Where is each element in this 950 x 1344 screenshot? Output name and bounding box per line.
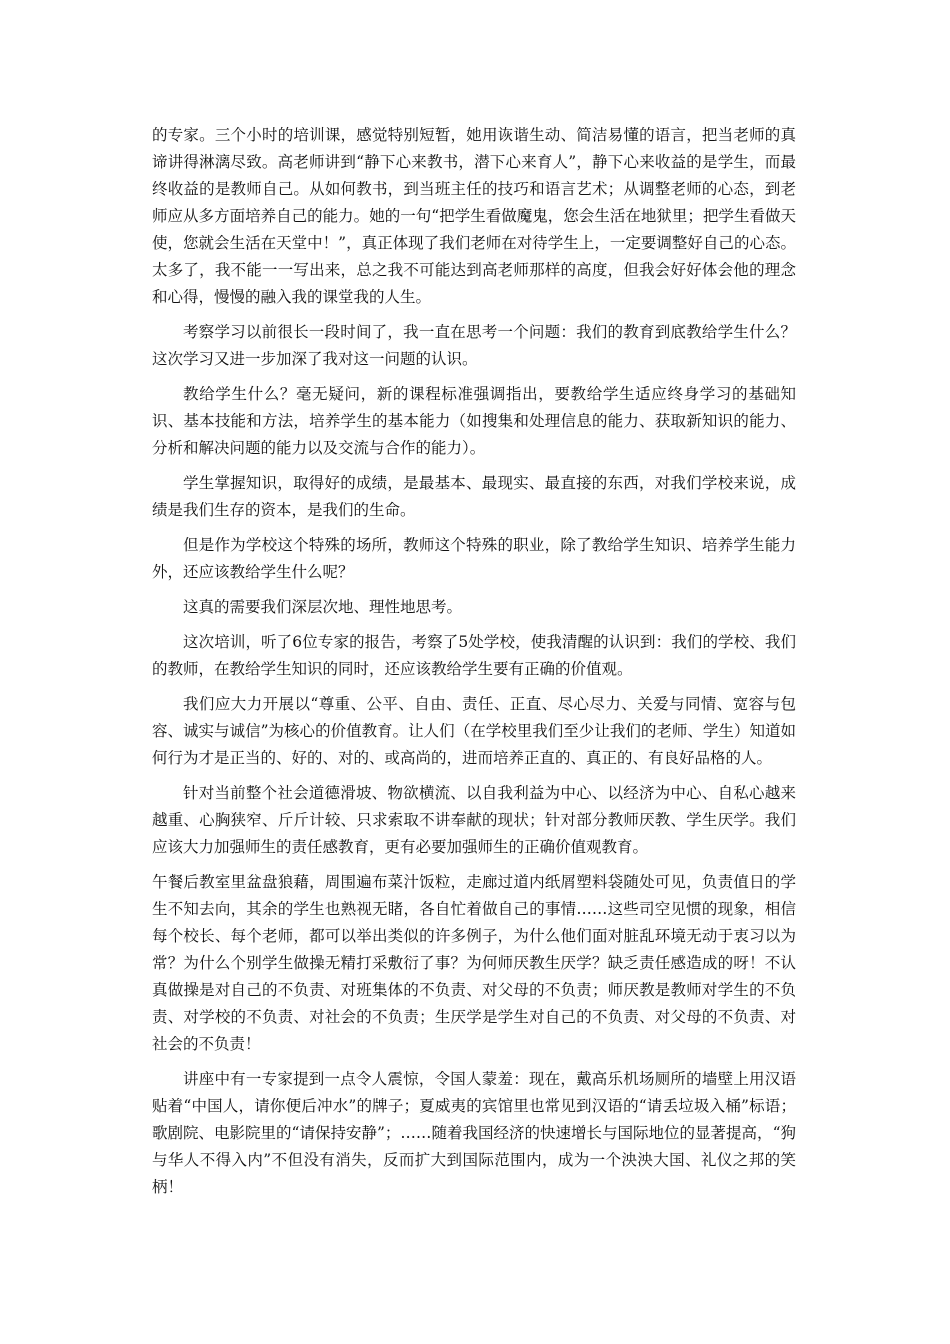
paragraph-1: 的专家。三个小时的培训课，感觉特别短暂，她用诙谐生动、简洁易懂的语言，把当老师的真谛讲得淋漓尽致。高老师讲到“静下心来教书，潜下心来育人”，静下心来收益的是学生，而最终收益的是教师自己。从如何教书，到当班主任的技巧和语言艺术；从调整老师的心态，到老师应从多方面培养自己的能力。她的一句“把学生看做魔鬼，您会生活在地狱里；把学生看做天使，您就会生活在天堂中！”，真正体现了我们老师在对待学生上，一定要调整好自己的心态。太多了，我不能一一写出来，总之我不可能达到高老师那样的高度，但我会好好体会他的理念和心得，慢慢的融入我的课堂我的人生。 [152, 126, 796, 306]
paragraph-11: 讲座中有一专家提到一点令人震惊，令国人蒙羞：现在，戴高乐机场厕所的墙壁上用汉语贴着“中国人，请你便后冲水”的牌子；夏威夷的宾馆里也常见到汉语的“请丢垃圾入桶”标语；歌剧院、电影院里的“请保持安静”；……随着我国经济的快速增长与国际地位的显著提高，“狗与华人不得入内”不但没有消失，反而扩大到国际范围内，成为一个泱泱大国、礼仪之邦的笑柄！ [152, 1070, 796, 1196]
paragraph-2: 考察学习以前很长一段时间了，我一直在思考一个问题：我们的教育到底教给学生什么？这次学习又进一步加深了我对这一问题的认识。 [152, 323, 796, 368]
document-body [152, 122, 796, 1209]
paragraph-8: 我们应大力开展以“尊重、公平、自由、责任、正直、尽心尽力、关爱与同情、宽容与包容、诚实与诚信”为核心的价值教育。让人们（在学校里我们至少让我们的老师、学生）知道如何行为才是正当的、好的、对的、或高尚的，进而培养正直的、真正的、有良好品格的人。 [152, 695, 796, 767]
paragraph-6: 这真的需要我们深层次地、理性地思考。 [183, 598, 463, 616]
paragraph-4: 学生掌握知识，取得好的成绩，是最基本、最现实、最直接的东西，对我们学校来说，成绩是我们生存的资本，是我们的生命。 [152, 474, 796, 519]
paragraph-5: 但是作为学校这个特殊的场所，教师这个特殊的职业，除了教给学生知识、培养学生能力外，还应该教给学生什么呢？ [152, 536, 796, 581]
paragraph-10: 午餐后教室里盆盘狼藉，周围遍布菜汁饭粒，走廊过道内纸屑塑料袋随处可见，负责值日的学生不知去向，其余的学生也熟视无睹，各自忙着做自己的事情……这些司空见惯的现象，相信每个校长、每个老师，都可以举出类似的许多例子，为什么他们面对脏乱环境无动于衷习以为常？为什么个别学生做操无精打采敷衍了事？为何师厌教生厌学？缺乏责任感造成的呀！不认真做操是对自己的不负责、对班集体的不负责、对父母的不负责；师厌教是教师对学生的不负责、对学校的不负责、对社会的不负责；生厌学是学生对自己的不负责、对父母的不负责、对社会的不负责！ [152, 873, 796, 1053]
paragraph-3: 教给学生什么？毫无疑问，新的课程标准强调指出，要教给学生适应终身学习的基础知识、基本技能和方法，培养学生的基本能力（如搜集和处理信息的能力、获取新知识的能力、分析和解决问题的能力以及交流与合作的能力）。 [152, 385, 796, 457]
paragraph-7: 这次培训，听了6位专家的报告，考察了5处学校，使我清醒的认识到：我们的学校、我们的教师，在教给学生知识的同时，还应该教给学生要有正确的价值观。 [152, 633, 796, 678]
paragraph-9: 针对当前整个社会道德滑坡、物欲横流、以自我利益为中心、以经济为中心、自私心越来越重、心胸狭窄、斤斤计较、只求索取不讲奉献的现状；针对部分教师厌教、学生厌学。我们应该大力加强师生的责任感教育，更有必要加强师生的正确价值观教育。 [152, 784, 796, 856]
